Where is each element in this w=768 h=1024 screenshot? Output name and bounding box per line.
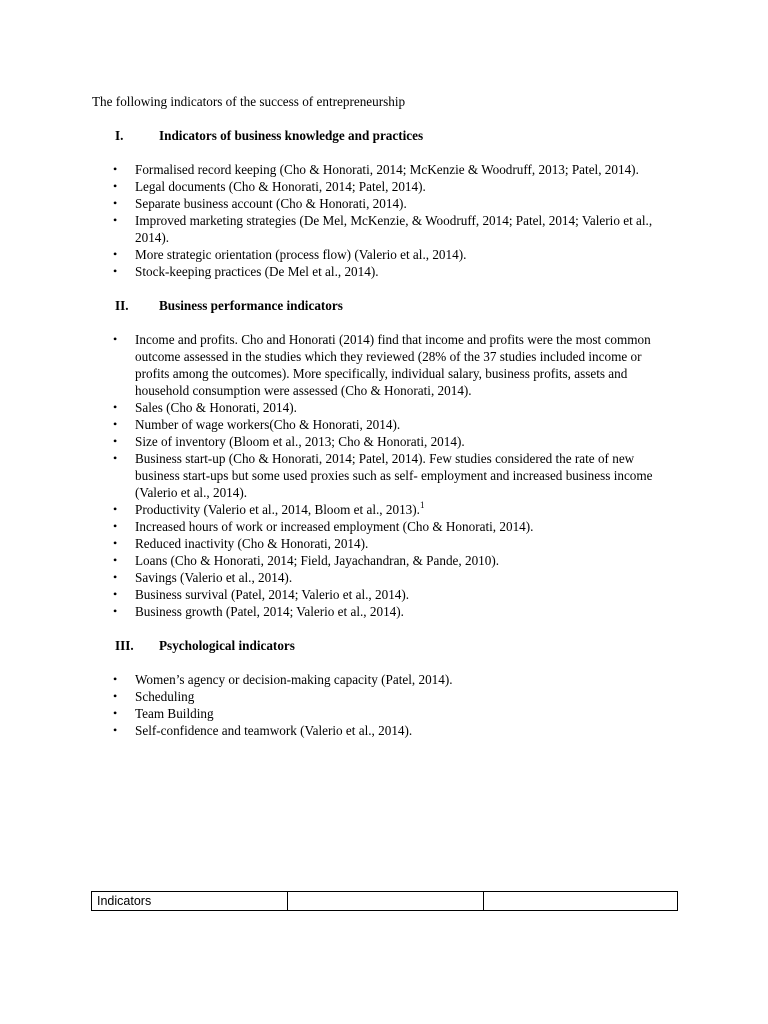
bullet-icon: • bbox=[113, 417, 118, 431]
table-cell-indicators[interactable]: Indicators bbox=[92, 892, 288, 911]
intro-paragraph: The following indicators of the success of entrepreneurship bbox=[92, 94, 406, 109]
bullet-icon: • bbox=[113, 536, 118, 550]
bullet-icon: • bbox=[113, 587, 118, 601]
bullet-icon: • bbox=[113, 706, 118, 720]
section-number: II. bbox=[115, 298, 129, 313]
list-item: • Business survival (Patel, 2014; Valerio et al., 2014). bbox=[113, 587, 410, 602]
section-1-list bbox=[113, 161, 673, 280]
list-item: • Increased hours of work or increased employment (Cho & Honorati, 2014). bbox=[113, 519, 534, 534]
list-item: • Sales (Cho & Honorati, 2014). bbox=[113, 400, 297, 415]
section-2-list bbox=[113, 331, 673, 620]
footnote-mark[interactable]: 1 bbox=[419, 500, 425, 510]
bullet-icon: • bbox=[113, 502, 118, 516]
list-item: • Number of wage workers(Cho & Honorati, 2014). bbox=[113, 417, 401, 432]
section-3-list bbox=[113, 671, 673, 739]
bullet-icon: • bbox=[113, 434, 118, 448]
bullet-icon: • bbox=[113, 400, 118, 414]
bullet-icon: • bbox=[113, 519, 118, 533]
section-number: III. bbox=[115, 638, 134, 653]
bullet-icon: • bbox=[113, 247, 118, 261]
table-row bbox=[92, 892, 678, 911]
section-heading-1 bbox=[115, 127, 423, 144]
bullet-icon: • bbox=[113, 570, 118, 584]
list-item: • Legal documents (Cho & Honorati, 2014; Patel, 2014). bbox=[113, 179, 426, 194]
table-cell[interactable] bbox=[288, 892, 484, 911]
bullet-icon: • bbox=[113, 689, 118, 703]
section-title: Business performance indicators bbox=[159, 298, 343, 313]
bullet-icon: • bbox=[113, 162, 118, 176]
bullet-icon: • bbox=[113, 723, 118, 737]
bullet-icon: • bbox=[113, 604, 118, 618]
list-item: • Women’s agency or decision-making capacity (Patel, 2014). bbox=[113, 672, 453, 687]
list-item: • Reduced inactivity (Cho & Honorati, 2014). bbox=[113, 536, 369, 551]
list-item: • Loans (Cho & Honorati, 2014; Field, Jayachandran, & Pande, 2010). bbox=[113, 553, 500, 568]
table-cell[interactable] bbox=[484, 892, 678, 911]
bullet-icon: • bbox=[113, 672, 118, 686]
bullet-icon: • bbox=[113, 213, 118, 227]
list-item: • Savings (Valerio et al., 2014). bbox=[113, 570, 293, 585]
section-number: I. bbox=[115, 128, 124, 143]
section-heading-2 bbox=[115, 297, 343, 314]
section-title: Psychological indicators bbox=[159, 638, 295, 653]
bullet-icon: • bbox=[113, 332, 118, 346]
indicators-table bbox=[91, 891, 678, 911]
list-item: • Separate business account (Cho & Honorati, 2014). bbox=[113, 196, 407, 211]
list-item: • More strategic orientation (process flow) (Valerio et al., 2014). bbox=[113, 247, 467, 262]
list-item: • Improved marketing strategies (De Mel, McKenzie, & Woodruff, 2014; Patel, 2014; Valerio et al., 2014). bbox=[113, 213, 653, 245]
list-item: • Stock-keeping practices (De Mel et al., 2014). bbox=[113, 264, 379, 279]
list-item: • Business growth (Patel, 2014; Valerio et al., 2014). bbox=[113, 604, 404, 619]
list-item: • Size of inventory (Bloom et al., 2013; Cho & Honorati, 2014). bbox=[113, 434, 465, 449]
list-item: • Income and profits. Cho and Honorati (2014) find that income and profits were the most common outcome assessed in the studies which they reviewed (28% of the 37 studies included income or profits among the outcomes). More specifically, individual salary, business profits, assets and household consumption were assessed (Cho & Honorati, 2014). bbox=[113, 332, 651, 398]
list-item: • Business start-up (Cho & Honorati, 2014; Patel, 2014). Few studies considered the rate of new business start-ups but some used proxies such as self- employment and increased business income (Valerio et al., 2014). bbox=[113, 451, 653, 500]
list-item: • Self-confidence and teamwork (Valerio et al., 2014). bbox=[113, 723, 413, 738]
section-title: Indicators of business knowledge and practices bbox=[159, 128, 424, 143]
bullet-icon: • bbox=[113, 553, 118, 567]
section-heading-3 bbox=[115, 637, 295, 654]
bullet-icon: • bbox=[113, 264, 118, 278]
list-item: • Productivity (Valerio et al., 2014, Bloom et al., 2013).$^1$ bbox=[113, 500, 425, 517]
list-item: • Team Building bbox=[113, 706, 214, 721]
bullet-icon: • bbox=[113, 179, 118, 193]
list-item: • Formalised record keeping (Cho & Honorati, 2014; McKenzie & Woodruff, 2013; Patel, 2014). bbox=[113, 162, 639, 177]
list-item: • Scheduling bbox=[113, 689, 195, 704]
bullet-icon: • bbox=[113, 451, 118, 465]
bullet-icon: • bbox=[113, 196, 118, 210]
